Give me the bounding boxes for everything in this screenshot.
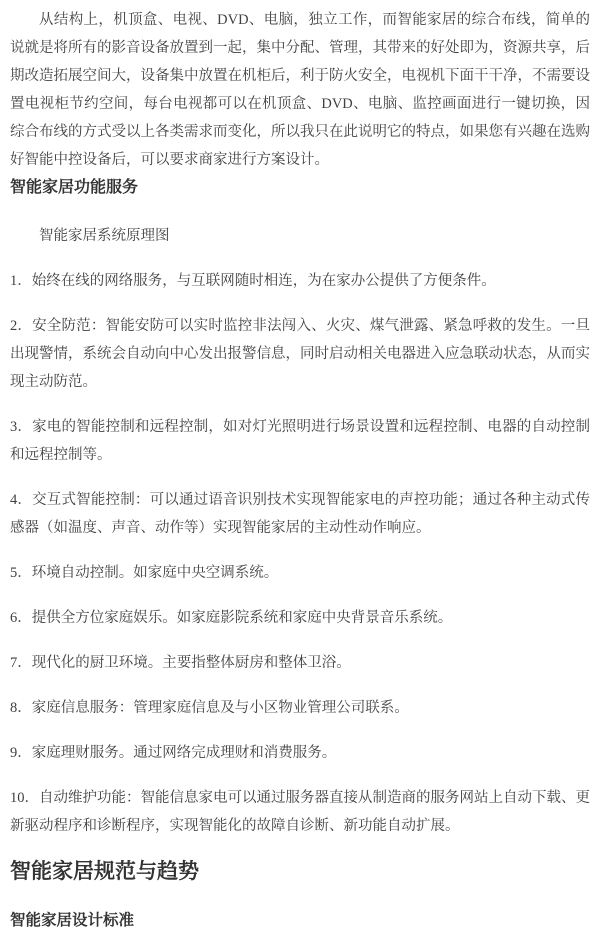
- list-item: 7．现代化的厨卫环境。主要指整体厨房和整体卫浴。: [10, 655, 351, 671]
- section-heading-trends: 智能家居规范与趋势: [10, 860, 199, 883]
- list-item: 4．交互式智能控制：可以通过语音识别技术实现智能家电的声控功能；通过各种主动式传感器（如温度、声音、动作等）实现智能家居的主动性动作响应。: [10, 492, 590, 536]
- list-item: 5．环境自动控制。如家庭中央空调系统。: [10, 565, 279, 581]
- list-item: 10．自动维护功能：智能信息家电可以通过服务器直接从制造商的服务网站上自动下载、更新驱动程序和诊断程序，实现智能化的故障自诊断、新功能自动扩展。: [10, 790, 590, 834]
- list-item: 1．始终在线的网络服务，与互联网随时相连，为在家办公提供了方便条件。: [10, 273, 496, 289]
- subsection-heading-design-standard: 智能家居设计标准: [10, 912, 135, 929]
- section-heading-functions: 智能家居功能服务: [10, 179, 139, 196]
- intro-paragraph: 从结构上，机顶盒、电视、DVD、电脑，独立工作，而智能家居的综合布线，简单的说就是将所有的影音设备放置到一起，集中分配、管理，其带来的好处即为，资源共享，后期改造拓展空间大，设备集中放置在机柜后，利于防火安全，电视机下面干干净，不需要设置电视柜节约空间，每台电视都可以在机顶盒、DVD、电脑、监控画面进行一键切换，因综合布线的方式受以上各类需求而变化，所以我只在此说明它的特点，如果您有兴趣在选购好智能中控设备后，可以要求商家进行方案设计。: [10, 12, 590, 168]
- list-item: 8．家庭信息服务：管理家庭信息及与小区物业管理公司联系。: [10, 700, 409, 716]
- list-item: 3．家电的智能控制和远程控制，如对灯光照明进行场景设置和远程控制、电器的自动控制和远程控制等。: [10, 419, 590, 463]
- functions-list: [10, 267, 590, 840]
- diagram-caption: 智能家居系统原理图: [39, 228, 170, 244]
- list-item: 6．提供全方位家庭娱乐。如家庭影院系统和家庭中央背景音乐系统。: [10, 610, 453, 626]
- list-item: 2．安全防范：智能安防可以实时监控非法闯入、火灾、煤气泄露、紧急呼救的发生。一旦出现警情，系统会自动向中心发出报警信息，同时启动相关电器进入应急联动状态，从而实现主动防范。: [10, 318, 590, 390]
- list-item: 9．家庭理财服务。通过网络完成理财和消费服务。: [10, 745, 337, 761]
